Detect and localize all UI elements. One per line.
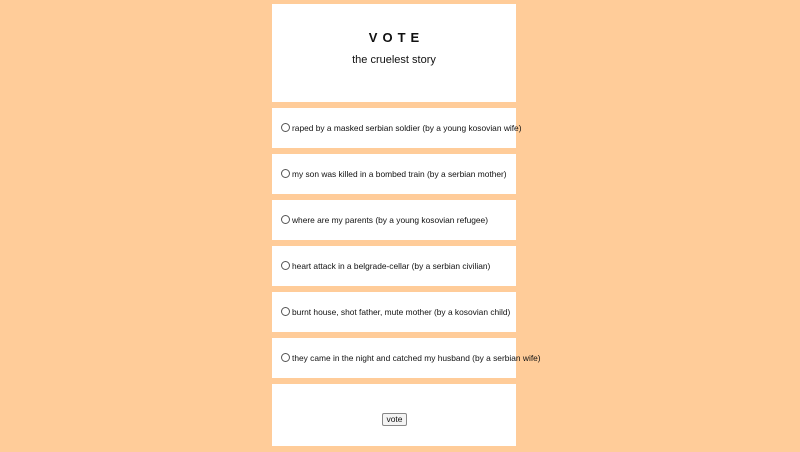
option-card <box>272 338 541 378</box>
radio-button-4[interactable] <box>281 261 290 270</box>
option-5[interactable] <box>281 307 510 317</box>
option-card <box>272 292 516 332</box>
option-label: heart attack in a belgrade-cellar (by a serbian civilian) <box>292 261 491 271</box>
vote-button[interactable]: vote <box>382 413 406 426</box>
vote-form <box>272 4 541 452</box>
option-label: where are my parents (by a young kosovian refugee) <box>292 215 488 225</box>
page-subtitle: the cruelest story <box>352 54 436 66</box>
radio-button-5[interactable] <box>281 307 290 316</box>
option-label: they came in the night and catched my husband (by a serbian wife) <box>292 353 541 363</box>
option-label: my son was killed in a bombed train (by a serbian mother) <box>292 169 507 179</box>
option-1[interactable] <box>281 123 522 133</box>
option-2[interactable] <box>281 169 507 179</box>
header-card <box>272 4 516 102</box>
option-card <box>272 108 522 148</box>
option-card <box>272 154 516 194</box>
option-4[interactable] <box>281 261 490 271</box>
page-title: VOTE <box>368 30 425 45</box>
option-6[interactable] <box>281 353 541 363</box>
option-label: raped by a masked serbian soldier (by a young kosovian wife) <box>292 123 522 133</box>
radio-button-1[interactable] <box>281 123 290 132</box>
radio-button-6[interactable] <box>281 353 290 362</box>
footer-card <box>272 384 516 446</box>
option-3[interactable] <box>281 215 488 225</box>
option-card <box>272 246 516 286</box>
radio-button-3[interactable] <box>281 215 290 224</box>
radio-button-2[interactable] <box>281 169 290 178</box>
option-card <box>272 200 516 240</box>
option-label: burnt house, shot father, mute mother (by a kosovian child) <box>292 307 511 317</box>
